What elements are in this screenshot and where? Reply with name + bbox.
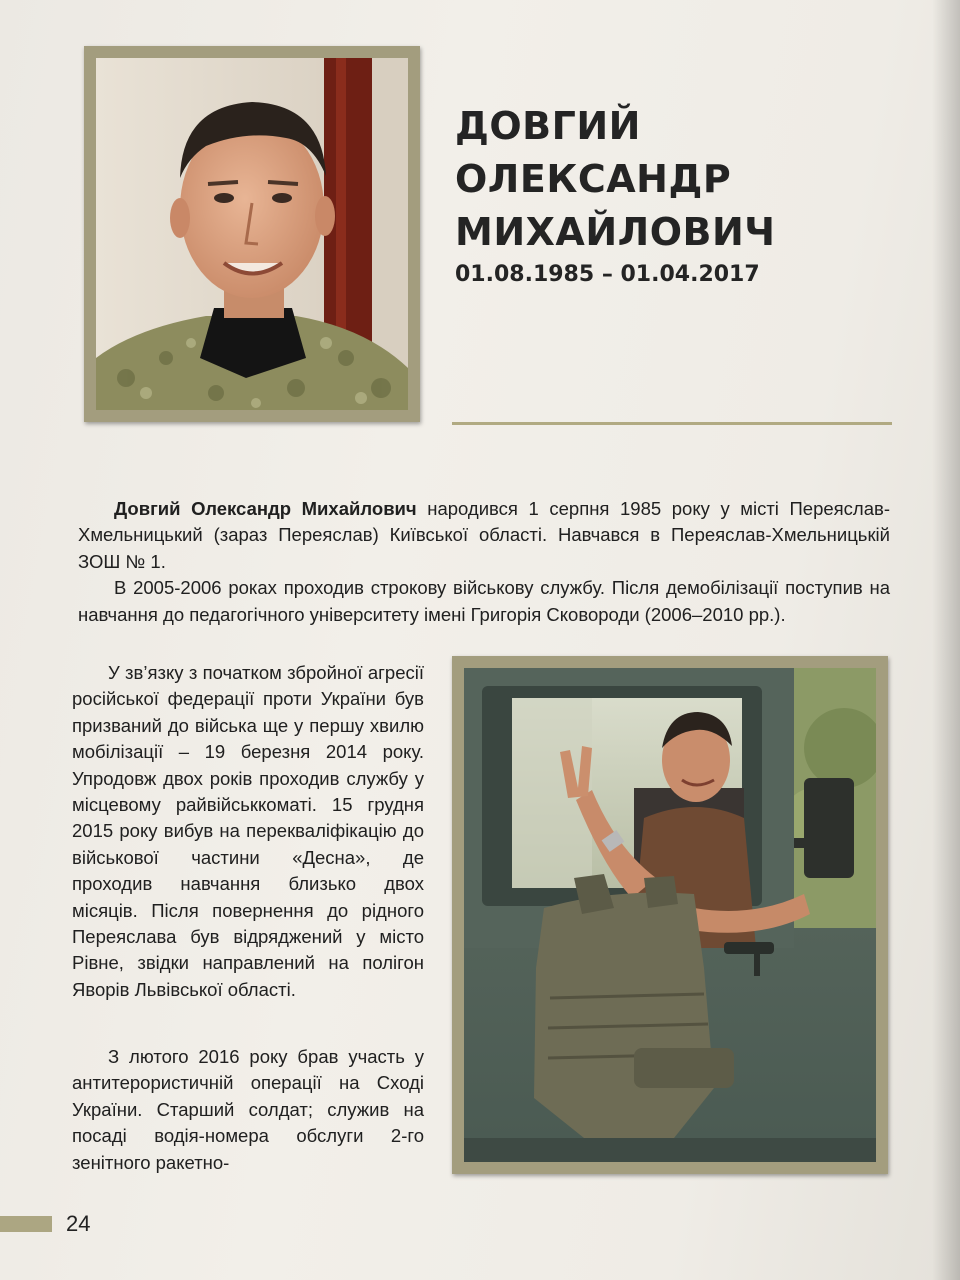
truck-photo-frame (452, 656, 888, 1174)
column-text-2 (72, 1044, 424, 1176)
name-line-patronymic: МИХАЙЛОВИЧ (455, 210, 776, 254)
intro-paragraph (78, 496, 890, 575)
portrait-photo (96, 58, 408, 410)
page-edge-shadow (932, 0, 960, 1280)
paragraph-4: З лютого 2016 року брав участь у антитерористичній операції на Сході України. Старший солдат; служив на посаді водія-номера обслуги 2-го зенітного ракетно- (72, 1046, 424, 1173)
person-name (455, 100, 775, 259)
intro-paragraph-text: народився 1 серпня 1985 року у місті Переяслав-Хмельницький (зараз Переяслав) Київської області. Навчався в Переяслав-Хмельницькій ЗОШ № 1. (78, 498, 890, 572)
paragraph-3: У зв’язку з початком збройної агресії російської федерації проти України був призваний до війська ще у першу хвилю мобілізації – 19 березня 2014 року. Упродовж двох років проходив службу у місцевому райвійськкоматі. 15 грудня 2015 року вибув на перекваліфікацію до військової частини «Десна», де проходив навчання близько двох місяців. Після повернення до рідного Переяслава був відряджений у місто Рівне, звідки направлений на полігон Яворів Львівської області. (72, 662, 424, 1000)
truck-photo (464, 668, 876, 1162)
column-text (72, 660, 424, 1003)
intro-text (78, 496, 890, 628)
page-number: 24 (66, 1211, 91, 1236)
name-line-surname: ДОВГИЙ (455, 104, 641, 148)
life-dates: 01.08.1985 – 01.04.2017 (455, 262, 760, 287)
name-line-first-name: ОЛЕКСАНДР (455, 157, 732, 201)
intro-name-bold: Довгий Олександр Михайлович (114, 498, 417, 519)
paragraph-2: В 2005-2006 роках проходив строкову військову службу. Після демобілізації поступив на навчання до педагогічного університету імені Григорія Сковороди (2006–2010 рр.). (78, 577, 890, 625)
accent-rule (452, 422, 892, 425)
page-footer-bar (0, 1216, 52, 1232)
portrait-photo-frame (84, 46, 420, 422)
